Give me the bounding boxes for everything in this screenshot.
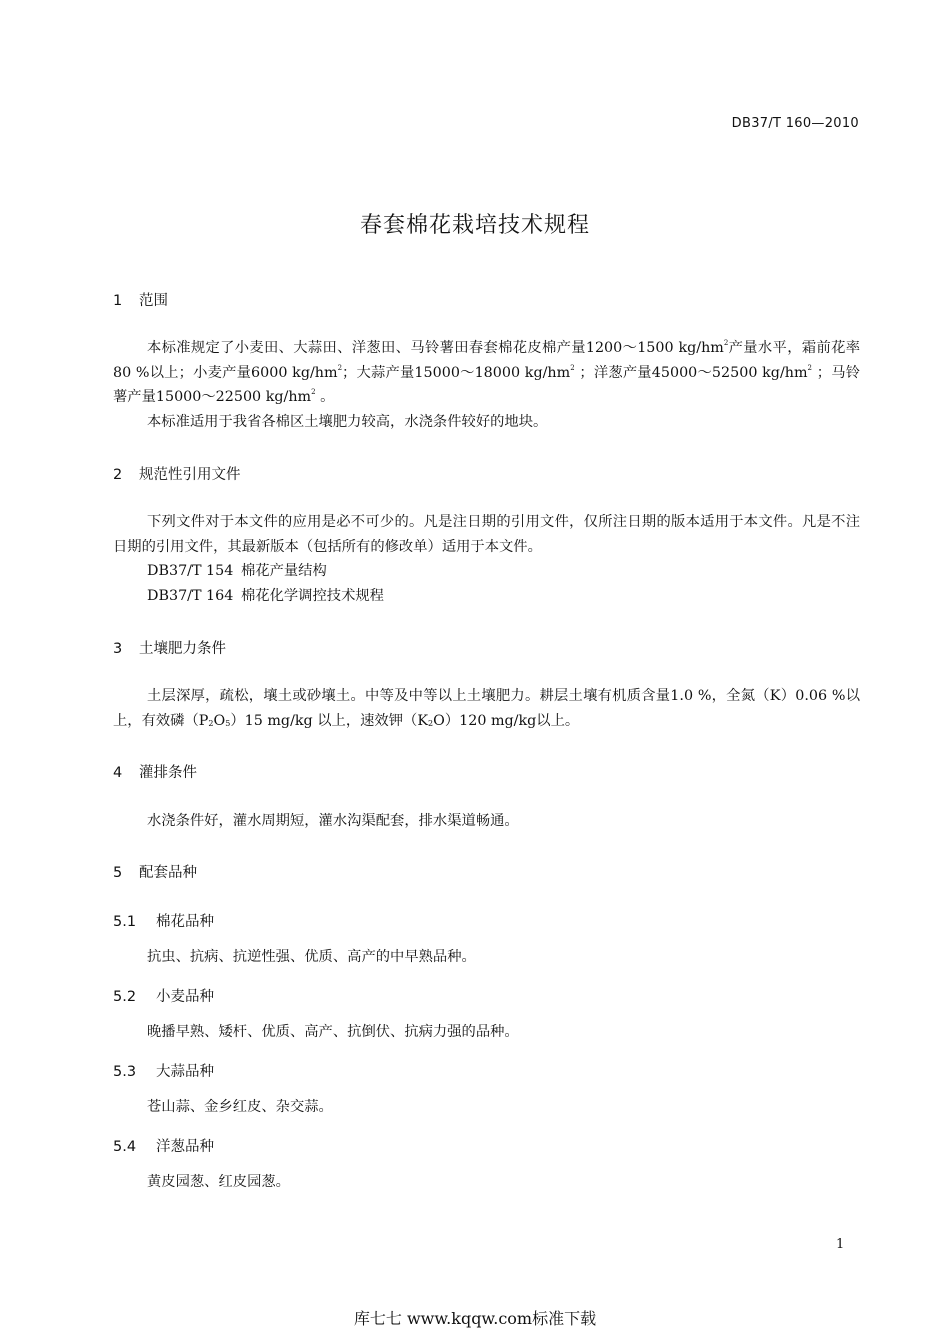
subsection-text: 晚播早熟、矮杆、优质、高产、抗倒伏、抗病力强的品种。 xyxy=(147,1024,519,1040)
subsection-heading xyxy=(113,985,214,1006)
subsection-text: 苍山蒜、金乡红皮、杂交蒜。 xyxy=(147,1099,333,1115)
irrigation-paragraph: 水浇条件好，灌水周期短，灌水沟渠配套，排水渠道畅通。 xyxy=(147,813,519,829)
section-number: 5 xyxy=(113,865,123,881)
document-title: 春套棉花栽培技术规程 xyxy=(359,213,590,238)
reference-item xyxy=(147,560,327,580)
section-number: 1 xyxy=(113,293,123,309)
normative-references-paragraph: 下列文件对于本文件的应用是必不可少的。凡是注日期的引用文件，仅所注日期的版本适用于本文件。凡是不注日期的引用文件，其最新版本（包括所有的修改单）适用于本文件。 xyxy=(113,514,860,555)
subsection-heading xyxy=(113,910,214,931)
reference-code: DB37/T 154 xyxy=(147,563,234,579)
subsection-number: 5.1 xyxy=(113,914,137,930)
subsection-text: 抗虫、抗病、抗逆性强、优质、高产的中早熟品种。 xyxy=(147,949,476,965)
reference-code: DB37/T 164 xyxy=(147,588,234,604)
section-number: 3 xyxy=(113,641,123,657)
section-4-heading xyxy=(113,761,197,782)
subsection-heading xyxy=(113,1060,214,1081)
subsection-number: 5.2 xyxy=(113,989,137,1005)
reference-item xyxy=(147,585,384,605)
section-title: 土壤肥力条件 xyxy=(139,641,226,657)
section-2-heading xyxy=(113,463,241,484)
subsection-heading xyxy=(113,1135,214,1156)
subsection-title: 棉花品种 xyxy=(156,914,214,930)
section-3-heading xyxy=(113,637,226,658)
subsection-title: 大蒜品种 xyxy=(156,1064,214,1080)
subsection-title: 小麦品种 xyxy=(156,989,214,1005)
reference-name: 棉花化学调控技术规程 xyxy=(241,588,384,604)
section-title: 范围 xyxy=(139,293,168,309)
soil-fertility-paragraph: 土层深厚，疏松，壤土或砂壤土。中等及中等以上土壤肥力。耕层土壤有机质含量1.0 %，全氮（K）0.06 %以上，有效磷$(P_2O_5)15$ mg/kg 以上，速效钾$(K_2O)120$ mg/kg以上。 xyxy=(113,688,860,729)
document-code: DB37/T 160—2010 xyxy=(731,116,859,131)
section-number: 2 xyxy=(113,467,123,483)
section-5-heading xyxy=(113,861,197,882)
scope-applicability: 本标准适用于我省各棉区土壤肥力较高，水浇条件较好的地块。 xyxy=(147,414,548,430)
reference-name: 棉花产量结构 xyxy=(241,563,327,579)
subsection-title: 洋葱品种 xyxy=(156,1139,214,1155)
subsection-number: 5.3 xyxy=(113,1064,137,1080)
section-title: 灌排条件 xyxy=(139,765,197,781)
footer-watermark: 库七七 www.kqqw.com标准下载 xyxy=(353,1309,597,1328)
section-number: 4 xyxy=(113,765,123,781)
subsection-text: 黄皮园葱、红皮园葱。 xyxy=(147,1174,290,1190)
subsection-number: 5.4 xyxy=(113,1139,137,1155)
section-1-heading xyxy=(113,289,168,310)
page-number: 1 xyxy=(836,1237,845,1252)
section-title: 配套品种 xyxy=(139,865,197,881)
section-title: 规范性引用文件 xyxy=(139,467,241,483)
scope-paragraph: 本标准规定了小麦田、大蒜田、洋葱田、马铃薯田春套棉花皮棉产量1200～1500 $kg/hm^2$产量水平，霜前花率80 %以上；小麦产量6000 $kg/hm^2$；大蒜产量15000～18000 $kg/hm^2$ ；洋葱产量45000～52500 $kg/hm^2$ ；马铃薯产量15000～22500 $kg/hm^2$ 。 xyxy=(113,339,861,405)
